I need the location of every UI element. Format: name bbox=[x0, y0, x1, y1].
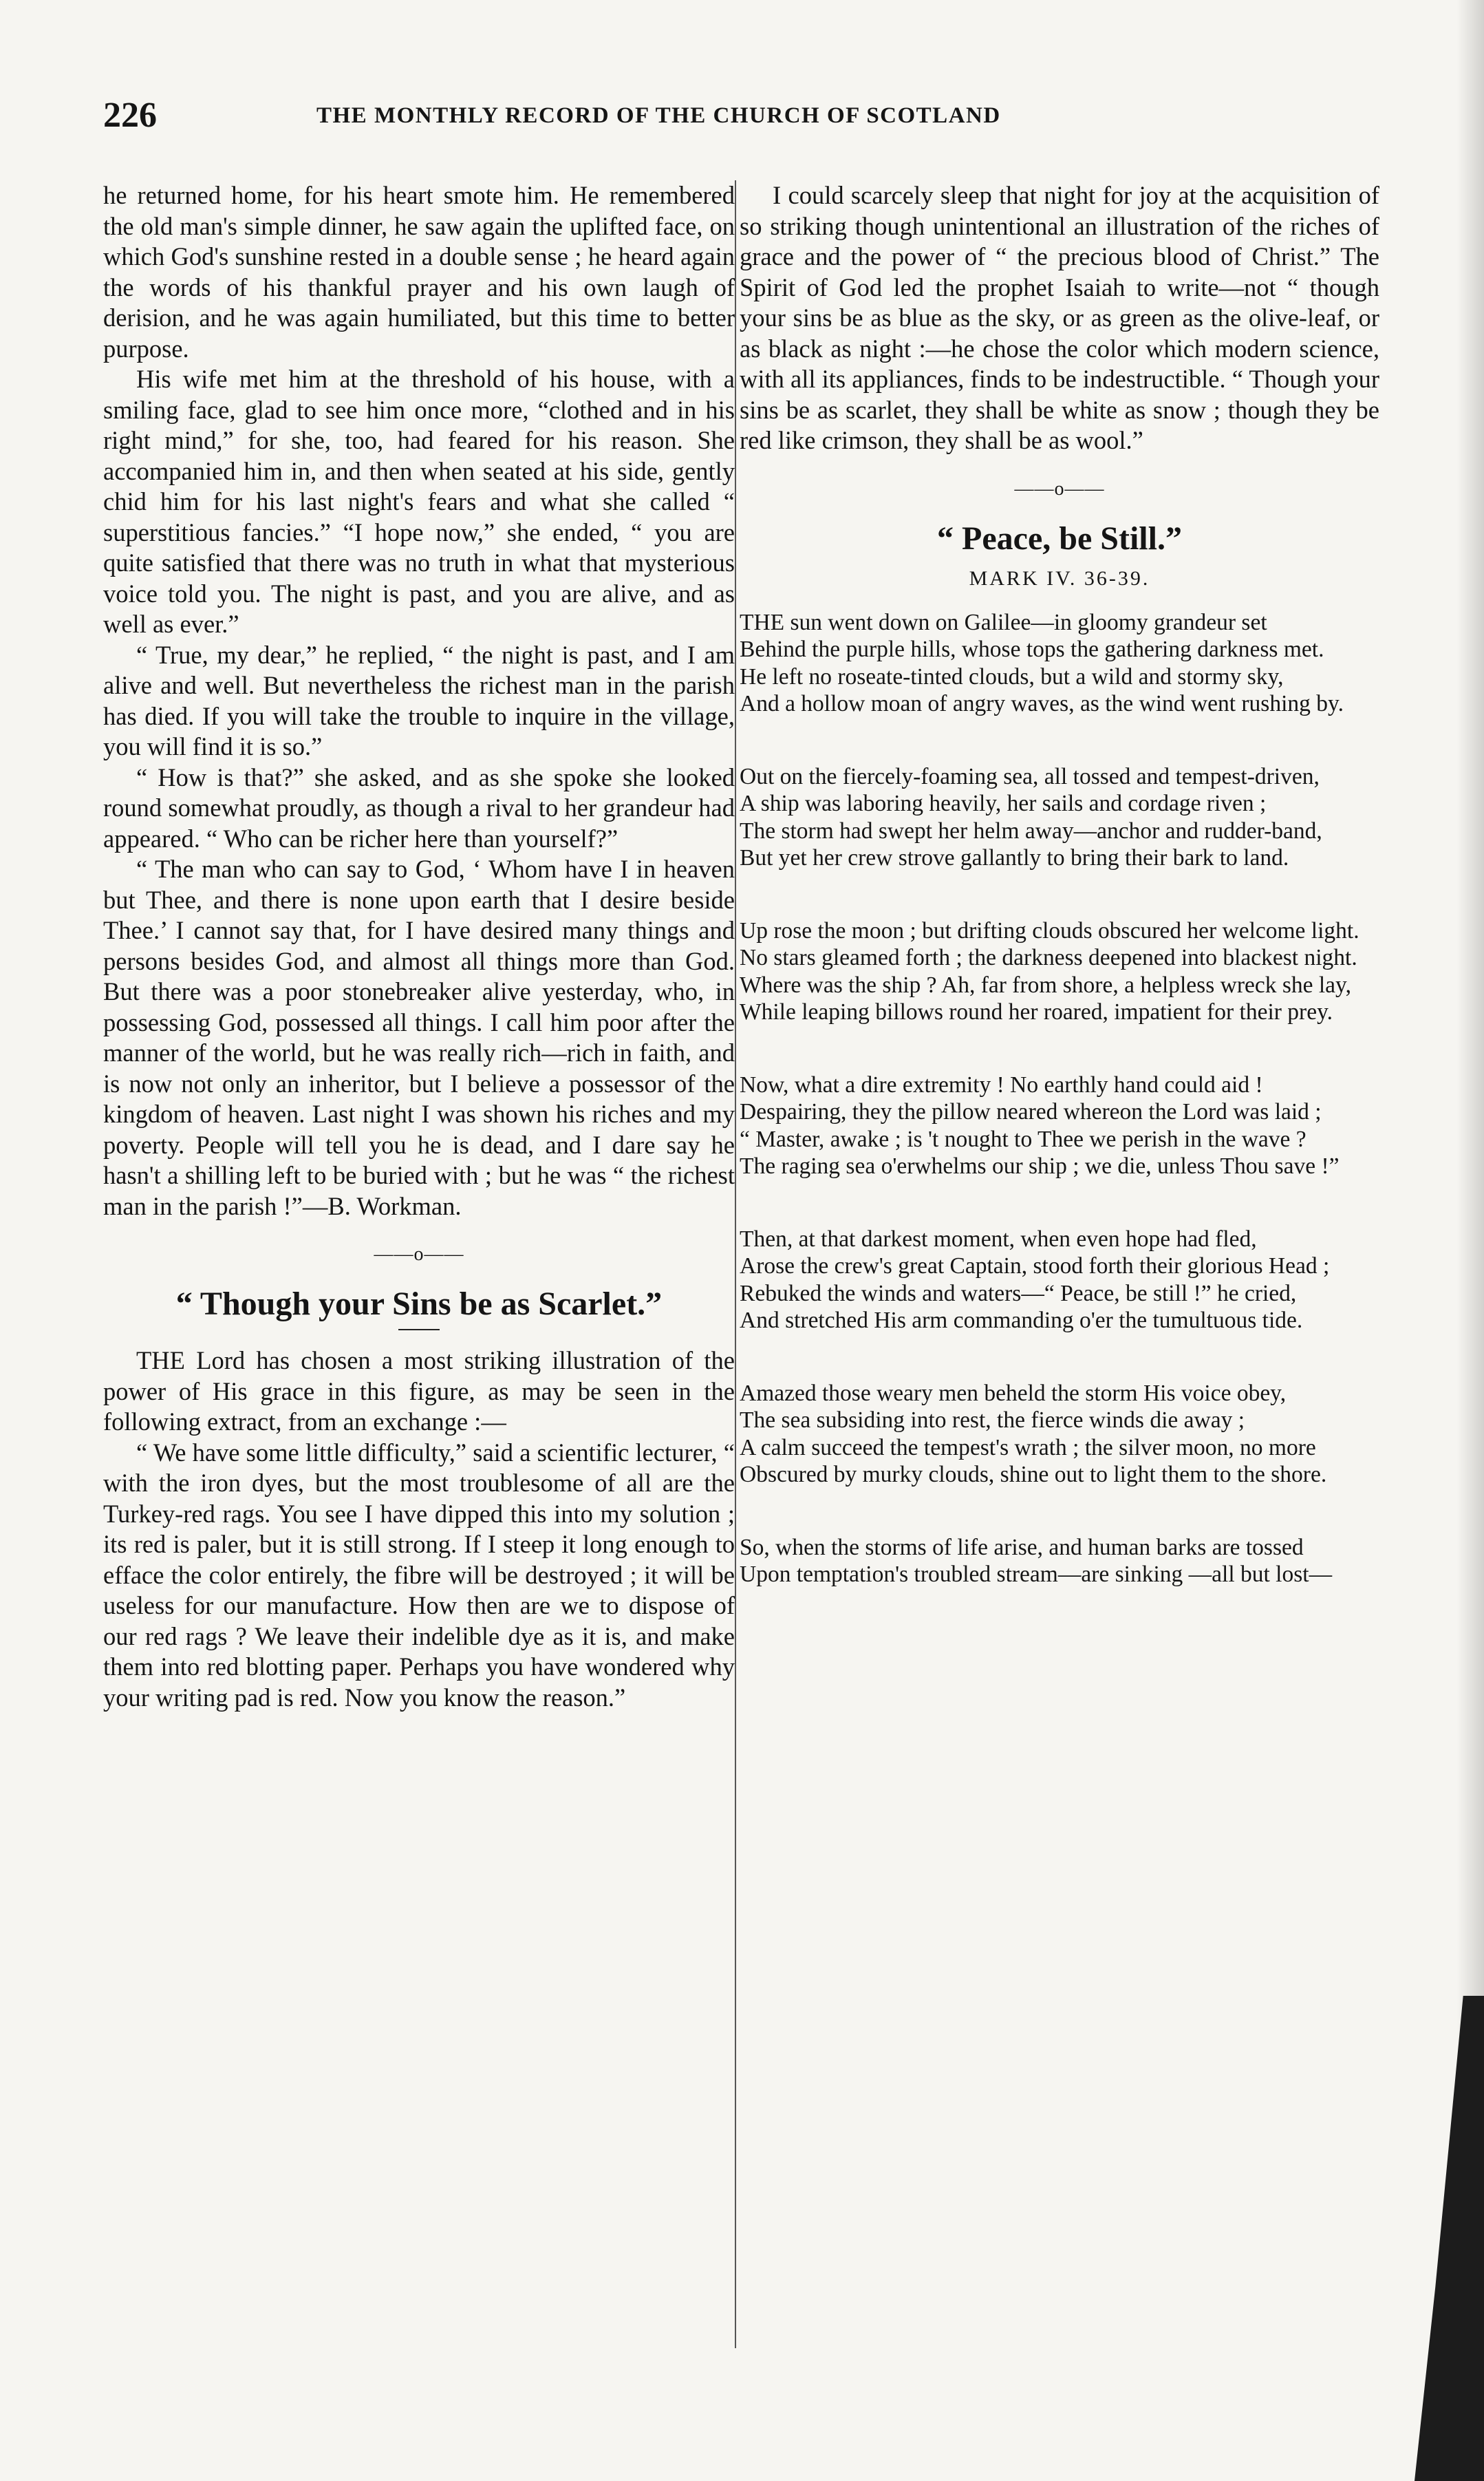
poem-stanza bbox=[740, 1072, 1379, 1180]
paragraph: “ True, my dear,” he replied, “ the night is past, and I am alive and well. But nevertheless the richest man in the parish has died. If you will take the trouble to inquire in the village, you will find it is so.” bbox=[103, 640, 735, 760]
paragraph: “ We have some little difficulty,” said a scientific lecturer, “ with the iron dyes, but the most troublesome of all are the Turkey-red rags. You see I have dipped this into my solution ; its red is paler, but it is still strong. If I steep it long enough to efface the color entirely, the fibre will be destroyed ; it will be useless for our manufacture. How then are we to dispose of our red rags ? We leave their indelible dye as it is, and make them into red blotting paper. Perhaps you have wondered why your writing pad is red. Now you know the reason.” bbox=[103, 1438, 735, 1712]
paragraph: THE Lord has chosen a most striking illustration of the power of His grace in this figure, as may be seen in the following extract, from an exchange :— bbox=[103, 1346, 735, 1436]
poem-line: And a hollow moan of angry waves, as the wind went rushing by. bbox=[740, 691, 1344, 716]
poem-line: THE sun went down on Galilee—in gloomy grandeur set bbox=[740, 609, 1267, 635]
poem-line: He left no roseate-tinted clouds, but a wild and stormy sky, bbox=[740, 663, 1284, 690]
poem-stanza bbox=[740, 609, 1379, 718]
paragraph: he returned home, for his heart smote him. He remembered the old man's simple dinner, he saw again the uplifted face, on which God's sunshine rested in a double sense ; he heard again the words of his thankful prayer and his own laugh of derision, and he was again humiliated, but this time to better purpose. bbox=[103, 181, 735, 363]
poem-line: Where was the ship ? Ah, far from shore, a helpless wreck she lay, bbox=[740, 972, 1351, 998]
running-title: THE MONTHLY RECORD OF THE CHURCH OF SCOTLAND bbox=[316, 103, 1001, 128]
poem-line: While leaping billows round her roared, impatient for their prey. bbox=[740, 999, 1333, 1025]
poem-line: No stars gleamed forth ; the darkness deepened into blackest night. bbox=[740, 945, 1357, 970]
poem-line: Amazed those weary men beheld the storm His voice obey, bbox=[740, 1380, 1287, 1406]
poem-line: A calm succeed the tempest's wrath ; the silver moon, no more bbox=[740, 1434, 1316, 1460]
poem-stanza bbox=[740, 917, 1379, 1026]
poem-line: Behind the purple hills, whose tops the gathering darkness met. bbox=[740, 637, 1324, 662]
poem-title: “ Peace, be Still.” bbox=[937, 520, 1182, 557]
paragraph: “ The man who can say to God, ‘ Whom have I in heaven but Thee, and there is none upon earth that I desire beside Thee.’ I cannot say that, for I have desired many things and persons besides God, and almost all things more than God. But there was a poor stonebreaker alive yesterday, who, in possessing God, possessed all things. I call him poor after the manner of the world, but he was really rich—rich in faith, and is now not only an inheritor, but I believe a possessor of the kingdom of heaven. Last night I was shown his riches and my poverty. People will tell you he is dead, and I dare say he hasn't a shilling left to be buried with ; but he was “ the richest man in the parish !”—B. Workman. bbox=[103, 855, 735, 1220]
poem-line: Up rose the moon ; but drifting clouds obscured her welcome light. bbox=[740, 917, 1359, 944]
poem-line: Obscured by murky clouds, shine out to light them to the shore. bbox=[740, 1462, 1327, 1487]
section-separator: ——o—— bbox=[374, 1244, 464, 1265]
poem-line: The sea subsiding into rest, the fierce winds die away ; bbox=[740, 1407, 1245, 1433]
page-number: 226 bbox=[103, 96, 157, 135]
left-column bbox=[103, 180, 735, 2383]
page-edge-shadow bbox=[1415, 1996, 1484, 2481]
paragraph: “ How is that?” she asked, and as she spoke she looked round somewhat proudly, as though a rival to her grandeur had appeared. “ Who can be richer here than yourself?” bbox=[103, 763, 735, 853]
poem-line: Upon temptation's troubled stream—are sinking —all but lost— bbox=[740, 1562, 1333, 1587]
poem-line: Rebuked the winds and waters—“ Peace, be still !” he cried, bbox=[740, 1280, 1297, 1306]
article-title: “ Though your Sins be as Scarlet.” bbox=[175, 1286, 663, 1322]
paragraph: I could scarcely sleep that night for joy at the acquisition of so striking though unintentional an illustration of the riches of grace and the power of “ the precious blood of Christ.” The Spirit of God led the prophet Isaiah to write—not “ though your sins be as blue as the sky, or as green as the olive-leaf, or as black as night :—he chose the color which modern science, with all its appliances, finds to be indestructible. “ Though your sins be as scarlet, they shall be white as snow ; though they be red like crimson, they shall be as wool.” bbox=[740, 181, 1379, 454]
poem-line: The raging sea o'erwhelms our ship ; we die, unless Thou save !” bbox=[740, 1153, 1340, 1179]
poem-line: So, when the storms of life arise, and human barks are tossed bbox=[740, 1534, 1304, 1560]
title-rule bbox=[398, 1329, 440, 1330]
poem-stanza bbox=[740, 763, 1379, 872]
poem-stanza bbox=[740, 1380, 1379, 1489]
poem-line: And stretched His arm commanding o'er the tumultuous tide. bbox=[740, 1308, 1303, 1333]
page-header bbox=[103, 95, 1397, 143]
column-divider bbox=[735, 180, 736, 2348]
poem-line: Despairing, they the pillow neared whereon the Lord was laid ; bbox=[740, 1099, 1322, 1125]
paragraph: His wife met him at the threshold of his house, with a smiling face, glad to see him once more, “clothed and in his right mind,” for she, too, had feared for his reason. She accompanied him in, and then when seated at his side, gently chid him for his last night's fears and what she called “ superstitious fancies.” “I hope now,” she ended, “ you are quite satisfied that there was no truth in what that mysterious voice told you. The night is past, and you are alive, and as well as ever.” bbox=[103, 365, 735, 638]
poem-line: Out on the fiercely-foaming sea, all tossed and tempest-driven, bbox=[740, 763, 1320, 789]
poem-line: But yet her crew strove gallantly to bring their bark to land. bbox=[740, 845, 1289, 871]
poem-line: Arose the crew's great Captain, stood forth their glorious Head ; bbox=[740, 1253, 1330, 1279]
poem-scripture-reference: MARK IV. 36-39. bbox=[969, 566, 1150, 590]
poem-stanza bbox=[740, 1534, 1379, 1588]
poem-line: A ship was laboring heavily, her sails and cordage riven ; bbox=[740, 791, 1267, 816]
section-separator: ——o—— bbox=[1014, 478, 1105, 500]
poem-body bbox=[740, 609, 1379, 1588]
poem-line: Now, what a dire extremity ! No earthly hand could aid ! bbox=[740, 1072, 1263, 1098]
poem-line: “ Master, awake ; is 't nought to Thee we perish in the wave ? bbox=[740, 1126, 1306, 1152]
poem-line: The storm had swept her helm away—anchor and rudder-band, bbox=[740, 818, 1322, 844]
poem-line: Then, at that darkest moment, when even hope had fled, bbox=[740, 1226, 1257, 1252]
right-column bbox=[740, 180, 1379, 2383]
poem-stanza bbox=[740, 1226, 1379, 1334]
